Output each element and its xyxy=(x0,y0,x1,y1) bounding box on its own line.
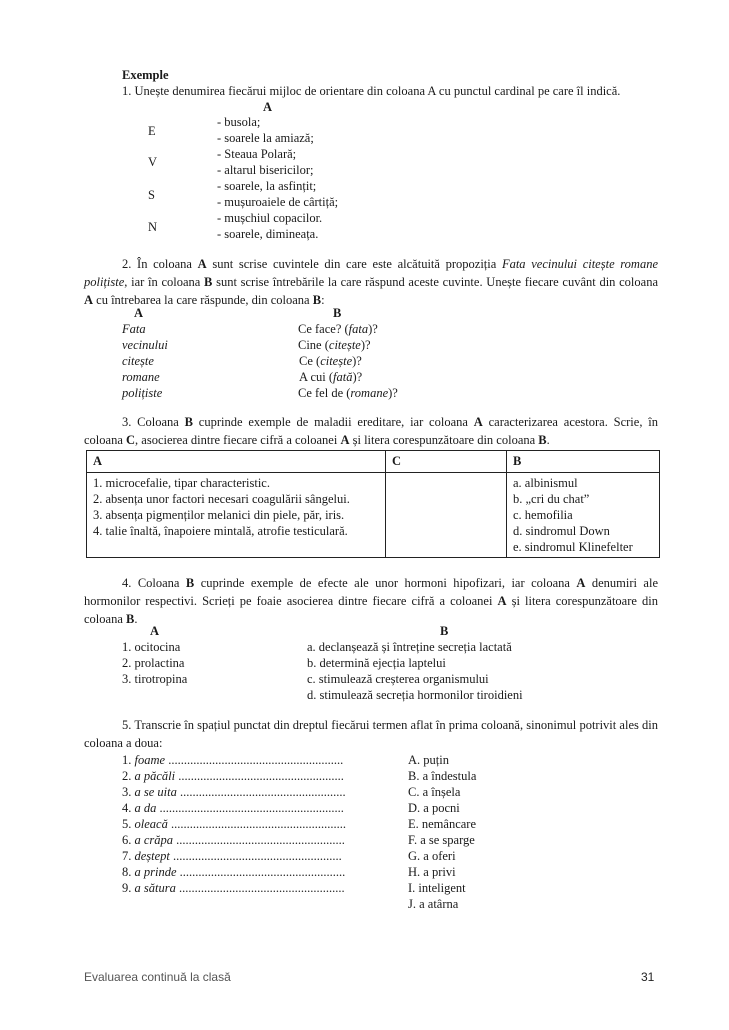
ex3-col-b-item: a. albinismul xyxy=(513,476,578,490)
ex5-synonym: A. puțin xyxy=(408,753,449,767)
ex1-item: - mușchiul copacilor. xyxy=(217,211,323,225)
ex1-item: - soarele la amiază; xyxy=(217,131,314,145)
ex5-synonym: F. a se sparge xyxy=(408,833,475,847)
ex1-cardinal: N xyxy=(148,220,158,234)
ex1-col-header: A xyxy=(263,100,273,114)
ex4-col-b-header: B xyxy=(440,624,449,638)
ex4-hormone: 3. tirotropina xyxy=(122,672,188,686)
ex4-effect: c. stimulează creșterea organismului xyxy=(307,672,489,686)
ex2-word: vecinului xyxy=(122,338,168,352)
ex3-col-b-item: c. hemofilia xyxy=(513,508,573,522)
ex2-question: Cine (citește)? xyxy=(298,338,371,352)
ex2-question: Ce face? (fata)? xyxy=(298,322,378,336)
ex4-instruction: 4. Coloana B cuprinde exemple de efecte ale unor hormoni hipofizari, iar coloana A denumiri ale hormonilor respectivi. Scrieți pe foaie asocierea dintre fiecare cifră a coloanei A și litera corespunzătoare din coloana B. xyxy=(84,576,658,626)
ex2-question: Ce fel de (romane)? xyxy=(298,386,398,400)
section-heading: Exemple xyxy=(122,68,169,82)
ex5-term: 1. foame ........................................................ xyxy=(122,753,344,767)
ex4-hormone: 2. prolactina xyxy=(122,656,185,670)
ex3-col-c-cell[interactable] xyxy=(386,473,507,558)
ex3-col-b-item: d. sindromul Down xyxy=(513,524,610,538)
ex1-item: - Steaua Polară; xyxy=(217,147,297,161)
ex1-cardinal: E xyxy=(148,124,156,138)
ex2-col-a-header: A xyxy=(134,306,144,320)
ex4-hormone: 1. ocitocina xyxy=(122,640,181,654)
ex1-text: 1. Unește denumirea fiecărui mijloc de orientare din coloana A cu punctul cardinal pe care îl indică. xyxy=(122,84,621,98)
ex5-instruction: 5. Transcrie în spațiul punctat din dreptul fiecărui termen aflat în prima coloană, sinonimul potrivit ales din coloana a doua: xyxy=(84,718,658,750)
ex3-col-b-item: e. sindromul Klinefelter xyxy=(513,540,633,554)
ex3-header-b: B xyxy=(507,451,660,473)
ex5-synonym: G. a oferi xyxy=(408,849,456,863)
ex5-synonym: C. a înșela xyxy=(408,785,461,799)
ex5-term: 2. a păcăli ..................................................... xyxy=(122,769,344,783)
ex2-col-b-header: B xyxy=(333,306,342,320)
ex1-item: - soarele, la asfințit; xyxy=(217,179,317,193)
ex3-col-a-cell xyxy=(87,473,386,558)
ex5-term: 5. oleacă ........................................................ xyxy=(122,817,346,831)
ex3-col-b-item: b. „cri du chat” xyxy=(513,492,590,506)
ex4-effect: a. declanșează și întreține secreția lactată xyxy=(307,640,512,654)
ex2-word: romane xyxy=(122,370,160,384)
ex3-header-c: C xyxy=(386,451,507,473)
ex2-instruction: 2. În coloana A sunt scrise cuvintele din care este alcătuită propoziția Fata vecinului citește romane polițiste, iar în coloana B sunt scrise întrebările la care răspund aceste cuvinte. Unește fiecare cuvânt din coloana A cu întrebarea la care răspunde, din coloana B: xyxy=(84,257,659,307)
ex3-table xyxy=(86,450,660,558)
ex5-synonym: J. a atârna xyxy=(408,897,459,911)
ex5-term: 4. a da ........................................................... xyxy=(122,801,344,815)
ex5-term: 7. deștept ...................................................... xyxy=(122,849,342,863)
ex1-cardinal: V xyxy=(148,155,158,169)
ex2-word: polițiste xyxy=(122,386,163,400)
ex3-col-a-item: 3. absența pigmenților melanici din piele, păr, iris. xyxy=(93,508,345,522)
ex5-term: 3. a se uita ..................................................... xyxy=(122,785,346,799)
ex3-instruction: 3. Coloana B cuprinde exemple de maladii ereditare, iar coloana A caracterizarea acestora. Scrie, în coloana C, asocierea dintre fiecare cifră a coloanei A și litera corespunzătoare din coloana B. xyxy=(84,415,658,447)
ex4-col-a-header: A xyxy=(150,624,160,638)
ex5-synonym: B. a îndestula xyxy=(408,769,477,783)
ex5-term: 9. a sătura ..................................................... xyxy=(122,881,345,895)
ex1-instruction xyxy=(122,84,620,99)
ex1-item: - soarele, dimineața. xyxy=(217,227,319,241)
ex2-question: Ce (citește)? xyxy=(299,354,362,368)
ex4-effect: b. determină ejecția laptelui xyxy=(307,656,446,670)
ex5-synonym: H. a privi xyxy=(408,865,456,879)
ex3-header-a: A xyxy=(87,451,386,473)
ex3-col-b-cell xyxy=(507,473,660,558)
page-number: 31 xyxy=(641,970,655,984)
ex1-cardinal: S xyxy=(148,188,155,202)
ex1-item: - altarul bisericilor; xyxy=(217,163,314,177)
ex5-synonym: D. a pocni xyxy=(408,801,460,815)
ex5-synonym: I. inteligent xyxy=(408,881,466,895)
ex5-synonym: E. nemâncare xyxy=(408,817,477,831)
ex2-question: A cui (fată)? xyxy=(299,370,363,384)
ex5-term: 8. a prinde ..................................................... xyxy=(122,865,346,879)
ex2-word: Fata xyxy=(122,322,146,336)
ex3-col-a-item: 4. talie înaltă, înapoiere mintală, atrofie testiculară. xyxy=(93,524,348,538)
ex3-col-a-item: 1. microcefalie, tipar characteristic. xyxy=(93,476,270,490)
footer-title: Evaluarea continuă la clasă xyxy=(84,970,231,984)
ex4-effect: d. stimulează secreția hormonilor tiroidieni xyxy=(307,688,523,702)
ex1-item: - mușuroaiele de cârtiță; xyxy=(217,195,339,209)
ex3-col-a-item: 2. absența unor factori necesari coagulării sângelui. xyxy=(93,492,350,506)
ex5-term: 6. a crăpa ...................................................... xyxy=(122,833,345,847)
ex2-word: citește xyxy=(122,354,154,368)
ex1-item: - busola; xyxy=(217,115,261,129)
